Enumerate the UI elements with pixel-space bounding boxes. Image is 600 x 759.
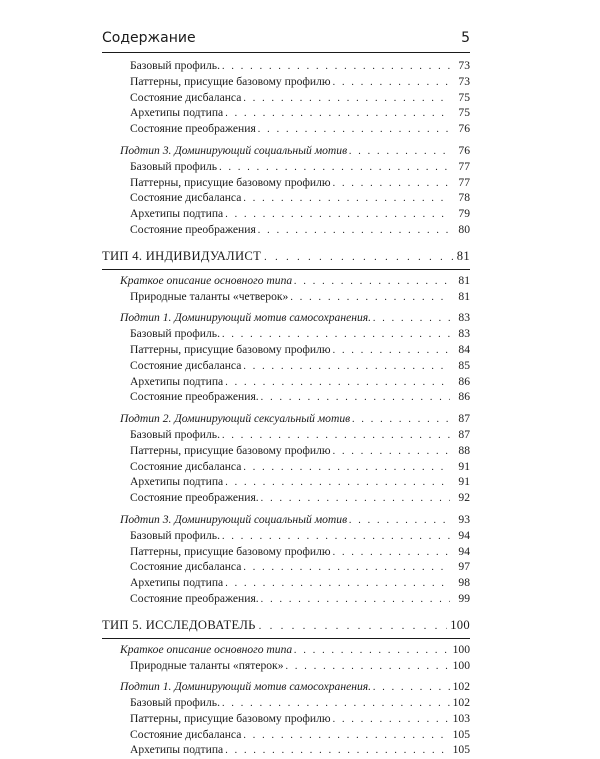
leader-dots bbox=[333, 176, 450, 192]
toc-entry-title: Состояние преображения. bbox=[130, 591, 259, 605]
toc-subtype-entry[interactable] bbox=[102, 310, 470, 326]
toc-entry-title: Состояние дисбаланса bbox=[130, 191, 242, 205]
toc-entry-page: 87 bbox=[458, 412, 470, 426]
toc-entry[interactable] bbox=[102, 474, 470, 490]
toc-entry-page: 100 bbox=[452, 642, 470, 656]
toc-entry-title: Паттерны, присущие базовому профилю bbox=[130, 342, 331, 356]
toc-entry-title: Состояние дисбаланса bbox=[130, 90, 242, 104]
leader-dots bbox=[286, 659, 451, 675]
toc-entry[interactable] bbox=[102, 326, 470, 342]
leader-dots bbox=[259, 617, 447, 637]
chapter-title: ТИП 4. ИНДИВИДУАЛИСТ bbox=[102, 248, 262, 263]
toc-entry-page: 86 bbox=[458, 374, 470, 388]
leader-dots bbox=[222, 327, 450, 343]
toc-entry[interactable] bbox=[102, 374, 470, 390]
toc-entry-title: Базовый профиль. bbox=[130, 696, 220, 710]
leader-dots bbox=[294, 643, 450, 659]
header-rule bbox=[102, 52, 470, 53]
toc-entry-page: 79 bbox=[458, 207, 470, 221]
toc-entry-title: Состояние дисбаланса bbox=[130, 560, 242, 574]
toc-entry[interactable] bbox=[102, 105, 470, 121]
toc-entry[interactable] bbox=[102, 544, 470, 560]
toc-entry[interactable] bbox=[102, 559, 470, 575]
toc-block bbox=[102, 679, 470, 758]
toc-entry[interactable] bbox=[102, 190, 470, 206]
leader-dots bbox=[352, 412, 450, 428]
toc-entry-title: Паттерны, присущие базовому профилю bbox=[130, 544, 331, 558]
toc-entry[interactable] bbox=[102, 358, 470, 374]
toc-entry-page: 94 bbox=[458, 544, 470, 558]
toc-entry-page: 103 bbox=[452, 711, 470, 725]
leader-dots bbox=[222, 428, 450, 444]
leader-dots bbox=[261, 592, 450, 608]
leader-dots bbox=[333, 545, 450, 561]
toc-entry[interactable] bbox=[102, 742, 470, 758]
toc-entry-page: 75 bbox=[458, 90, 470, 104]
toc-entry-title: Подтип 1. Доминирующий мотив самосохранения. bbox=[120, 311, 372, 325]
leader-dots bbox=[290, 290, 450, 306]
leader-dots bbox=[225, 576, 450, 592]
toc-entry-title: Состояние дисбаланса bbox=[130, 727, 242, 741]
leader-dots bbox=[333, 444, 450, 460]
toc-entry-page: 86 bbox=[458, 390, 470, 404]
toc-entry[interactable] bbox=[102, 528, 470, 544]
toc-subtype-entry[interactable] bbox=[102, 512, 470, 528]
toc-block bbox=[102, 642, 470, 674]
toc-entry[interactable] bbox=[102, 658, 470, 674]
toc-entry[interactable] bbox=[102, 90, 470, 106]
toc-entry[interactable] bbox=[102, 443, 470, 459]
toc-entry-page: 94 bbox=[458, 528, 470, 542]
toc-entry-title: Архетипы подтипа bbox=[130, 207, 224, 221]
toc-entry-title: Архетипы подтипа bbox=[130, 106, 224, 120]
chapter-section bbox=[102, 638, 470, 759]
toc-entry-title: Архетипы подтипа bbox=[130, 743, 224, 757]
toc-entry-title: Состояние преображения. bbox=[130, 390, 259, 404]
toc-subtype-entry[interactable] bbox=[102, 143, 470, 159]
toc-subtype-entry[interactable] bbox=[102, 273, 470, 289]
page-number: 5 bbox=[461, 30, 470, 46]
leader-dots bbox=[225, 743, 450, 759]
leader-dots bbox=[225, 106, 450, 122]
toc-entry-page: 81 bbox=[458, 273, 470, 287]
toc-entry-page: 81 bbox=[458, 289, 470, 303]
leader-dots bbox=[373, 311, 450, 327]
toc-entry-page: 91 bbox=[458, 459, 470, 473]
leader-dots bbox=[349, 144, 450, 160]
chapter-title: ТИП 5. ИССЛЕДОВАТЕЛЬ bbox=[102, 617, 256, 632]
leader-dots bbox=[333, 712, 450, 728]
leader-dots bbox=[243, 191, 450, 207]
toc-entry-page: 88 bbox=[458, 443, 470, 457]
toc-entry-page: 99 bbox=[458, 591, 470, 605]
leader-dots bbox=[243, 91, 450, 107]
leader-dots bbox=[219, 160, 450, 176]
page-header bbox=[102, 30, 470, 56]
toc-entry-title: Состояние преображения bbox=[130, 122, 256, 136]
toc-subtype-entry[interactable] bbox=[102, 679, 470, 695]
toc-subtype-entry[interactable] bbox=[102, 642, 470, 658]
toc-entry-page: 77 bbox=[458, 159, 470, 173]
toc-entry[interactable] bbox=[102, 175, 470, 191]
toc-entry[interactable] bbox=[102, 342, 470, 358]
leader-dots bbox=[222, 696, 450, 712]
toc-block bbox=[102, 58, 470, 137]
leader-dots bbox=[264, 248, 454, 268]
toc-entry-page: 93 bbox=[458, 512, 470, 526]
chapter-page: 100 bbox=[450, 617, 470, 632]
leader-dots bbox=[373, 680, 450, 696]
toc-entry[interactable] bbox=[102, 206, 470, 222]
leader-dots bbox=[333, 343, 450, 359]
toc-entry-title: Подтип 2. Доминирующий сексуальный мотив bbox=[120, 412, 351, 426]
leader-dots bbox=[222, 59, 450, 75]
toc-entry-title: Паттерны, присущие базовому профилю bbox=[130, 74, 331, 88]
toc-entry-title: Базовый профиль. bbox=[130, 528, 220, 542]
toc-entry-title: Паттерны, присущие базовому профилю bbox=[130, 175, 331, 189]
toc-entry[interactable] bbox=[102, 711, 470, 727]
toc-entry-page: 73 bbox=[458, 59, 470, 72]
toc-entry-page: 80 bbox=[458, 222, 470, 236]
chapter-section bbox=[102, 269, 470, 607]
leader-dots bbox=[222, 529, 450, 545]
toc-entry-title: Состояние преображения bbox=[130, 222, 256, 236]
toc-entry[interactable] bbox=[102, 727, 470, 743]
toc-entry[interactable] bbox=[102, 389, 470, 405]
toc-entry-title: Архетипы подтипа bbox=[130, 576, 224, 590]
leader-dots bbox=[333, 75, 450, 91]
toc-entry-page: 83 bbox=[458, 311, 470, 325]
toc-entry-page: 76 bbox=[458, 143, 470, 157]
toc-block bbox=[102, 512, 470, 607]
toc-entry[interactable] bbox=[102, 591, 470, 607]
toc-entry-page: 97 bbox=[458, 560, 470, 574]
leader-dots bbox=[349, 513, 450, 529]
toc-entry-title: Состояние дисбаланса bbox=[130, 459, 242, 473]
leader-dots bbox=[261, 390, 450, 406]
toc-entry-page: 83 bbox=[458, 327, 470, 341]
toc-entry-title: Состояние дисбаланса bbox=[130, 358, 242, 372]
toc-entry-page: 85 bbox=[458, 358, 470, 372]
toc-entry-page: 77 bbox=[458, 175, 470, 189]
table-of-contents bbox=[102, 58, 470, 758]
leader-dots bbox=[225, 207, 450, 223]
toc-block bbox=[102, 411, 470, 506]
toc-block bbox=[102, 273, 470, 305]
toc-entry[interactable] bbox=[102, 289, 470, 305]
leader-dots bbox=[243, 460, 450, 476]
toc-entry-title: Базовый профиль bbox=[130, 159, 218, 173]
toc-entry[interactable] bbox=[102, 159, 470, 175]
leader-dots bbox=[261, 491, 450, 507]
toc-entry-page: 102 bbox=[452, 696, 470, 710]
toc-entry-page: 76 bbox=[458, 122, 470, 136]
toc-entry-title: Архетипы подтипа bbox=[130, 475, 224, 489]
toc-entry-title: Краткое описание основного типа bbox=[120, 273, 293, 287]
running-title: Содержание bbox=[102, 30, 196, 46]
toc-entry-page: 91 bbox=[458, 475, 470, 489]
toc-entry-title: Базовый профиль. bbox=[130, 327, 220, 341]
toc-entry-title: Архетипы подтипа bbox=[130, 374, 224, 388]
toc-block bbox=[102, 143, 470, 238]
toc-entry[interactable] bbox=[102, 490, 470, 506]
toc-entry-page: 105 bbox=[452, 743, 470, 757]
leader-dots bbox=[294, 274, 450, 290]
chapter-heading[interactable] bbox=[102, 615, 470, 635]
leader-dots bbox=[243, 728, 450, 744]
leader-dots bbox=[225, 375, 450, 391]
toc-entry-title: Подтип 3. Доминирующий социальный мотив bbox=[120, 512, 348, 526]
toc-subtype-entry[interactable] bbox=[102, 411, 470, 427]
toc-entry-page: 100 bbox=[452, 658, 470, 672]
toc-entry[interactable] bbox=[102, 575, 470, 591]
toc-entry-page: 102 bbox=[452, 680, 470, 694]
toc-entry-title: Паттерны, присущие базовому профилю bbox=[130, 711, 331, 725]
toc-entry-page: 73 bbox=[458, 74, 470, 88]
toc-block bbox=[102, 310, 470, 405]
leader-dots bbox=[258, 122, 450, 138]
toc-entry-title: Базовый профиль. bbox=[130, 59, 220, 72]
leader-dots bbox=[243, 359, 450, 375]
chapter-heading[interactable] bbox=[102, 246, 470, 266]
toc-entry-page: 87 bbox=[458, 427, 470, 441]
toc-entry-page: 105 bbox=[452, 727, 470, 741]
toc-entry-title: Природные таланты «пятерок» bbox=[130, 658, 284, 672]
toc-entry-page: 98 bbox=[458, 576, 470, 590]
toc-entry[interactable] bbox=[102, 222, 470, 238]
toc-entry-title: Состояние преображения. bbox=[130, 491, 259, 505]
toc-entry-title: Подтип 1. Доминирующий мотив самосохранения. bbox=[120, 680, 372, 694]
toc-entry-title: Базовый профиль. bbox=[130, 427, 220, 441]
toc-entry-title: Природные таланты «четверок» bbox=[130, 289, 289, 303]
toc-entry-page: 75 bbox=[458, 106, 470, 120]
toc-entry[interactable] bbox=[102, 58, 470, 74]
toc-entry-title: Краткое описание основного типа bbox=[120, 642, 293, 656]
toc-entry-page: 78 bbox=[458, 191, 470, 205]
toc-entry-title: Паттерны, присущие базовому профилю bbox=[130, 443, 331, 457]
toc-entry-page: 92 bbox=[458, 491, 470, 505]
toc-entry-title: Подтип 3. Доминирующий социальный мотив bbox=[120, 143, 348, 157]
toc-entry[interactable] bbox=[102, 74, 470, 90]
leader-dots bbox=[258, 223, 450, 239]
toc-entry[interactable] bbox=[102, 695, 470, 711]
chapter-page: 81 bbox=[456, 248, 470, 263]
toc-entry[interactable] bbox=[102, 121, 470, 137]
toc-entry[interactable] bbox=[102, 427, 470, 443]
toc-entry[interactable] bbox=[102, 459, 470, 475]
leader-dots bbox=[225, 475, 450, 491]
toc-entry-page: 84 bbox=[458, 342, 470, 356]
leader-dots bbox=[243, 560, 450, 576]
